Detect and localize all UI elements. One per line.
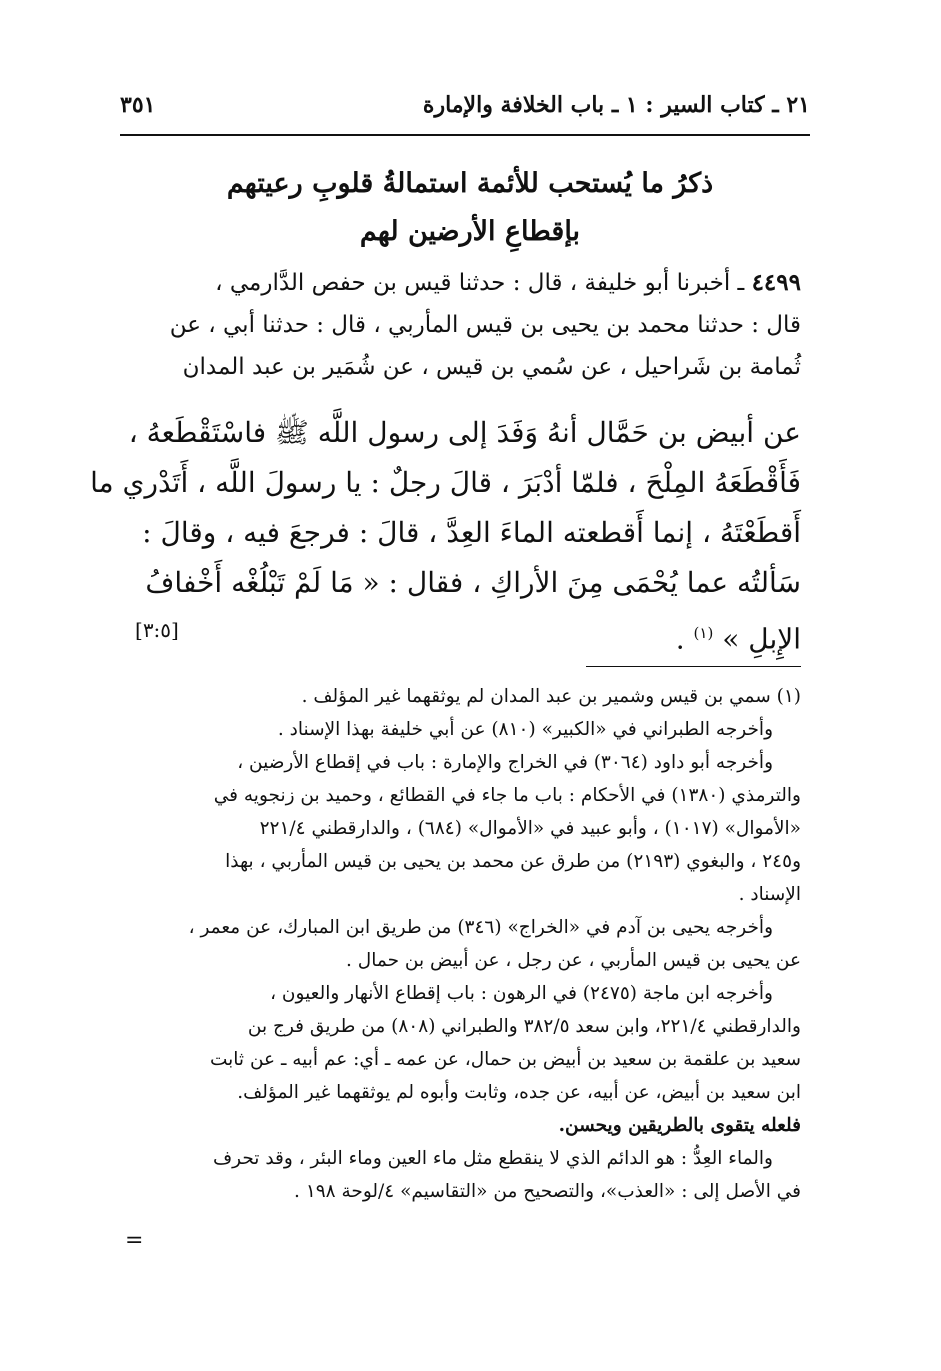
footnote-line: (١) سمي بن قيس وشمير بن عبد المدان لم يوثقهما غير المؤلف .: [301, 686, 801, 707]
footnote-line: عن يحيى بن قيس المأربي ، عن رجل ، عن أبيض بن حمال .: [346, 950, 801, 971]
running-header-title: ٢١ ـ كتاب السير : ١ ـ باب الخلافة والإمارة: [422, 92, 810, 118]
isnad-line: ٤٤٩٩ ـ أخبرنا أبو خليفة ، قال : حدثنا قيس بن حفص الدَّارمي ،: [215, 269, 801, 296]
footnote-line: ابن سعيد بن أبيض، عن أبيه، عن جده، وثابت وأبوه لم يوثقهما غير المؤلف.: [237, 1082, 801, 1103]
footnote-line: وأخرجه ابن ماجة (٢٤٧٥) في الرهون : باب إقطاع الأنهار والعيون ،: [270, 983, 773, 1004]
footnote-line: فلعله يتقوى بالطريقين ويحسن.: [558, 1115, 801, 1136]
hadith-matn: [90, 408, 801, 664]
footnote-line: سعيد بن علقمة بن سعيد بن أبيض بن حمال، عن عمه ـ أي: عم أبيه ـ عن ثابت: [209, 1049, 801, 1070]
header-divider: [120, 134, 810, 136]
isnad-line: ثُمامة بن شَراحيل ، عن سُمي بن قيس ، عن شُمَير بن عبد المدان: [182, 354, 801, 380]
footnote-line: وأخرجه أبو داود (٣٠٦٤) في الخراج والإمارة : باب في إقطاع الأرضين ،: [237, 752, 773, 773]
footnotes: [131, 680, 801, 1208]
hadith-isnad: [131, 262, 801, 388]
footnote-line: والدارقطني ٢٢١/٤، وابن سعد ٣٨٢/٥ والطبراني (٨٠٨) من طريق فرج بن: [247, 1016, 801, 1037]
footnote-line: وأخرجه يحيى بن آدم في «الخراج» (٣٤٦) من طريق ابن المبارك، عن معمر ،: [188, 917, 773, 938]
footnote-divider: [586, 666, 801, 667]
chapter-heading-line-2: بإقطاعِ الأرضين لهم: [359, 216, 581, 247]
footnote-line: والماء العِدُّ : هو الدائم الذي لا ينقطع مثل ماء العين وماء البئر ، وقد تحرف: [212, 1148, 773, 1169]
page-number: ٣٥١: [120, 92, 156, 118]
footnote-marker: (١): [693, 624, 714, 642]
chapter-heading: [140, 160, 800, 256]
matn-line: فَأَقْطَعَهُ المِلْحَ ، فلمّا أدْبَرَ ، قالَ رجلٌ : يا رسولَ اللَّه ، أَتَدْري ما: [90, 466, 801, 499]
footnote-line: الإسناد .: [738, 884, 801, 905]
matn-line: عن أبيض بن حَمَّال أنهُ وَفَدَ إلى رسول اللَّه ﷺ فاسْتَقْطَعهُ ،: [128, 416, 801, 449]
chapter-heading-line-1: ذكرُ ما يُستحب للأئمة استمالةُ قلوبِ رعيتهم: [226, 168, 714, 199]
footnote-line: والترمذي (١٣٨٠) في الأحكام : باب ما جاء في القطائع ، وحميد بن زنجويه في: [213, 785, 801, 806]
hadith-reference: [٣:٥]: [135, 618, 179, 642]
continuation-mark: =: [125, 1228, 144, 1253]
matn-line: الإِبلِ » $^{(١)}$ .: [675, 622, 801, 656]
matn-line: أَقطَعْتَهُ ، إنما أَقطعته الماءَ العِدَّ ، قالَ : فرجعَ فيه ، وقالَ :: [142, 516, 801, 549]
footnote-line: «الأموال» (١٠١٧) ، وأبو عبيد في «الأموال» (٦٨٤) ، والدارقطني ٢٢١/٤: [259, 818, 801, 839]
footnote-line: و٢٤٥ ، والبغوي (٢١٩٣) من طرق عن محمد بن يحيى بن قيس المأربي ، بهذا: [225, 851, 801, 872]
matn-line: سَألتُه عما يُحْمَى مِنَ الأراكِ ، فقال : « مَا لَمْ تَبْلُغْه أَخْفافُ: [145, 566, 801, 599]
footnote-line: وأخرجه الطبراني في «الكبير» (٨١٠) عن أبي خليفة بهذا الإسناد .: [277, 719, 773, 740]
footnote-line: في الأصل إلى : «العذب»، والتصحيح من «التقاسيم» ٤/لوحة ١٩٨ .: [294, 1181, 801, 1202]
isnad-line: قال : حدثنا محمد بن يحيى بن قيس المأربي ، قال : حدثنا أبي ، عن: [169, 312, 801, 338]
running-header: [120, 90, 810, 130]
hadith-number: ٤٤٩٩: [751, 269, 801, 296]
